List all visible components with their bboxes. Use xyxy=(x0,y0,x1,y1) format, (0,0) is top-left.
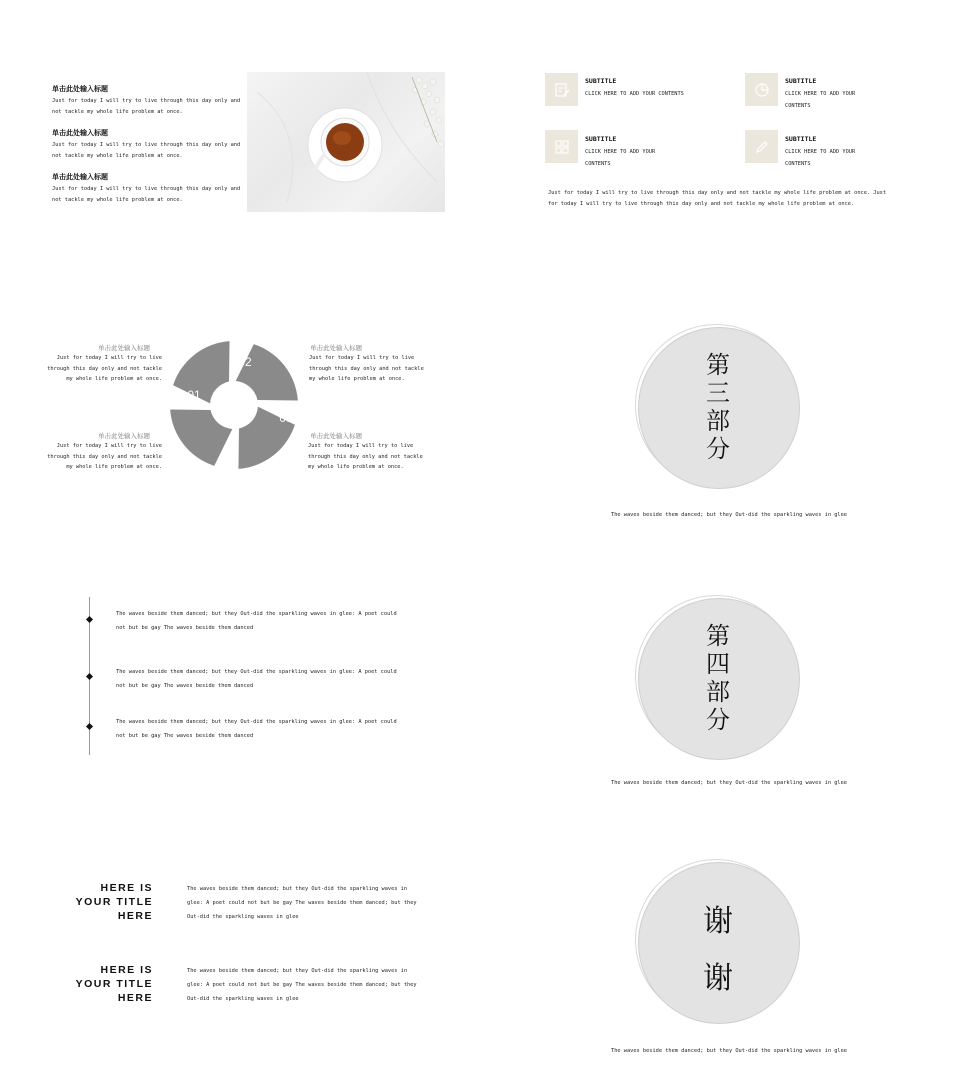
tea-cup-photo xyxy=(247,72,445,212)
block-body: The waves beside them danced; but they Out-did the sparkling waves in glee: A poet could not but be gay The waves beside them danced; but they Out-did the sparkling waves in glee xyxy=(187,968,417,1002)
cycle-segment xyxy=(170,409,232,465)
item-body: Just for today I will try to live through this day only and not tackle my whole life problem at once. xyxy=(52,186,241,203)
timeline-entry: The waves beside them danced; but they Out-did the sparkling waves in glee: A poet could not but be gay The waves beside them danced xyxy=(116,669,397,689)
item-heading: 单击此处输入标题 xyxy=(52,128,108,137)
segment-label: 04 xyxy=(224,450,238,464)
item-body: Just for today I will try to live through this day only and not tackle my whole life problem at once. xyxy=(47,355,162,382)
pie-chart-icon xyxy=(754,82,770,98)
card-title: SUBTITLE xyxy=(585,77,617,85)
slide-cycle-diagram xyxy=(0,271,480,542)
slide-footer-text: Just for today I will try to live through this day only and not tackle my whole life problem at once. Just for today I will try to live through this day only and not tackle my whole life problem at once. xyxy=(548,190,887,207)
thanks-title xyxy=(690,893,746,1007)
section-title-char: 分 xyxy=(706,435,730,463)
timeline-dot xyxy=(86,723,93,730)
item-heading: 单击此处输入标题 xyxy=(310,344,362,352)
item-body: Just for today I will try to live through this day only and not tackle my whole life problem at once. xyxy=(309,355,424,382)
item-heading: 单击此处输入标题 xyxy=(98,344,150,352)
cycle-segment xyxy=(236,344,298,400)
card-body: CLICK HERE TO ADD YOUR CONTENTS xyxy=(785,91,856,109)
grid-icon xyxy=(554,139,570,155)
item-body: Just for today I will try to live through this day only and not tackle my whole life problem at once. xyxy=(52,142,241,159)
cycle-segment xyxy=(173,341,229,403)
block-title-line: HERE IS xyxy=(100,964,153,976)
block-title xyxy=(23,881,153,923)
section-caption: The waves beside them danced; but they Out-did the sparkling waves in glee xyxy=(611,1048,847,1054)
card-title: SUBTITLE xyxy=(785,77,817,85)
slide-thanks xyxy=(480,813,960,1084)
slide-subtitle-cards xyxy=(480,0,960,271)
cycle-diagram xyxy=(164,337,304,477)
section-caption: The waves beside them danced; but they Out-did the sparkling waves in glee xyxy=(611,512,847,518)
document-edit-icon xyxy=(554,82,570,98)
slide-title-blocks xyxy=(0,813,480,1084)
segment-label: 03 xyxy=(279,411,293,425)
block-title xyxy=(23,963,153,1005)
item-heading: 单击此处输入标题 xyxy=(310,432,362,440)
block-title-line: HERE IS xyxy=(100,882,153,894)
block-body: The waves beside them danced; but they Out-did the sparkling waves in glee: A poet could not but be gay The waves beside them danced; but they Out-did the sparkling waves in glee xyxy=(187,886,417,920)
item-heading: 单击此处输入标题 xyxy=(52,172,108,181)
card-body: CLICK HERE TO ADD YOUR CONTENTS xyxy=(585,149,656,167)
timeline-entry: The waves beside them danced; but they Out-did the sparkling waves in glee: A poet could not but be gay The waves beside them danced xyxy=(116,611,397,631)
slide-section-four xyxy=(480,542,960,813)
card-body: CLICK HERE TO ADD YOUR CONTENTS xyxy=(585,91,684,97)
slide-text-photo xyxy=(0,0,480,271)
block-title-line: YOUR TITLE xyxy=(75,896,153,908)
section-title-char: 第 xyxy=(706,351,730,379)
block-title-line: HERE xyxy=(117,992,153,1004)
tea-cup-illustration xyxy=(247,72,445,212)
section-title-char: 第 xyxy=(706,622,730,650)
section-title-char: 三 xyxy=(706,379,730,407)
item-heading: 单击此处输入标题 xyxy=(52,84,108,93)
segment-label: 01 xyxy=(187,388,201,402)
timeline-dot xyxy=(86,673,93,680)
item-body: Just for today I will try to live through this day only and not tackle my whole life problem at once. xyxy=(308,443,423,470)
section-title-char: 四 xyxy=(706,650,730,678)
section-title xyxy=(698,351,738,463)
card-icon-box xyxy=(545,130,578,163)
thanks-char: 谢 xyxy=(703,961,733,996)
item-body: Just for today I will try to live through this day only and not tackle my whole life problem at once. xyxy=(52,98,241,115)
card-title: SUBTITLE xyxy=(585,135,617,143)
section-title-char: 部 xyxy=(706,678,730,706)
slide-section-three xyxy=(480,271,960,542)
thanks-char: 谢 xyxy=(703,904,733,939)
section-caption: The waves beside them danced; but they Out-did the sparkling waves in glee xyxy=(611,780,847,786)
item-heading: 单击此处输入标题 xyxy=(98,432,150,440)
item-body: Just for today I will try to live through this day only and not tackle my whole life problem at once. xyxy=(47,443,162,470)
slide-timeline xyxy=(0,542,480,813)
section-title-char: 分 xyxy=(706,706,730,734)
timeline-dot xyxy=(86,616,93,623)
block-title-line: HERE xyxy=(117,910,153,922)
timeline-entry: The waves beside them danced; but they Out-did the sparkling waves in glee: A poet could not but be gay The waves beside them danced xyxy=(116,719,397,739)
segment-label: 02 xyxy=(238,355,252,369)
card-body: CLICK HERE TO ADD YOUR CONTENTS xyxy=(785,149,856,167)
section-title-char: 部 xyxy=(706,407,730,435)
card-icon-box xyxy=(745,130,778,163)
card-icon-box xyxy=(745,73,778,106)
pencil-icon xyxy=(754,139,770,155)
section-title xyxy=(698,622,738,734)
card-icon-box xyxy=(545,73,578,106)
block-title-line: YOUR TITLE xyxy=(75,978,153,990)
card-title: SUBTITLE xyxy=(785,135,817,143)
